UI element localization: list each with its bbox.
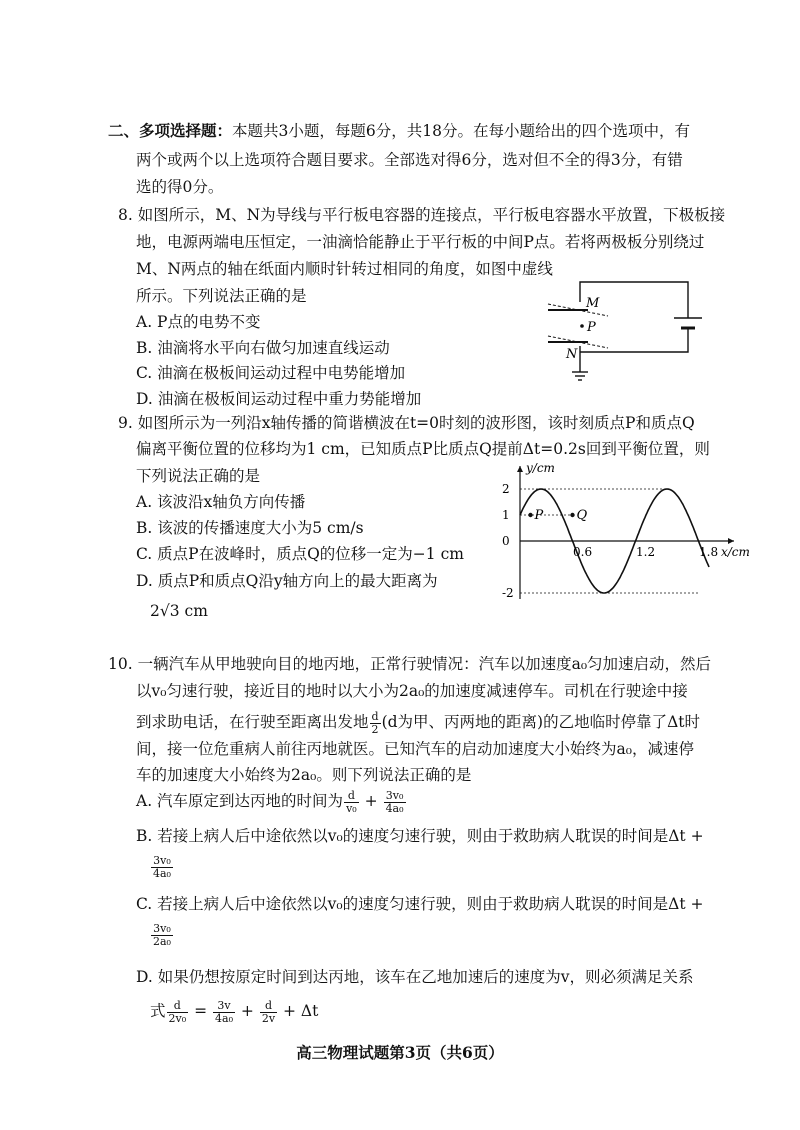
q10-stem-3b: (d为甲、丙两地的距离)的乙地临时停靠了Δt时 bbox=[381, 713, 701, 731]
q10-stem-4: 间，接一位危重病人前往丙地就医。已知汽车的启动加速度大小始终为a₀，减速停 bbox=[136, 740, 694, 758]
section-heading-line1 bbox=[108, 120, 690, 142]
q8-option-b: B. 油滴将水平向右做匀加速直线运动 bbox=[136, 339, 390, 357]
q10-stem-3 bbox=[136, 707, 700, 737]
point-q bbox=[570, 513, 574, 517]
q8-label-n: N bbox=[566, 347, 578, 362]
q8-label-m: M bbox=[586, 296, 600, 311]
fraction-3v0-over-4a0: $\frac{\text{3v₀}}{\text{4a₀}}$ bbox=[385, 788, 404, 815]
q8-stem-2: 地，电源两端电压恒定，一油滴恰能静止于平行板的中间P点。若将两极板分别绕过 bbox=[136, 233, 705, 251]
q10-stem-1: 10. 一辆汽车从甲地驶向目的地丙地，正常行驶情况：汽车以加速度a₀匀加速启动，然后 bbox=[108, 655, 712, 673]
fraction-3v-over-4a0: $\frac{3v}{\text{4a₀}}$ bbox=[215, 998, 233, 1025]
y-tick-label: 0 bbox=[502, 534, 510, 548]
q8-stem-1: 8. 如图所示，M、N为导线与平行板电容器的连接点，平行板电容器水平放置，下极板接 bbox=[118, 206, 726, 224]
q10-option-a: A. 汽车原定到达丙地的时间为 $\frac{d}{\text{v₀}}$ + $\frac{\text{3v₀}}{\text{4a₀}}$ bbox=[136, 788, 404, 815]
page-footer: 高三物理试题第3页（共6页） bbox=[296, 1043, 504, 1062]
section-instructions: 本题共3小题，每题6分，共18分。在每小题给出的四个选项中，有 bbox=[232, 122, 690, 140]
q10-option-c: C. 若接上病人后中途依然以v₀的速度匀速行驶，则由于救助病人耽误的时间是Δt + bbox=[136, 895, 704, 913]
point-label-q: Q bbox=[576, 508, 588, 523]
q10-stem-5: 车的加速度大小始终为2a₀。则下列说法正确的是 bbox=[136, 766, 472, 784]
q10-stem-2: 以v₀匀速行驶，接近目的地时以大小为2a₀的加速度减速停车。司机在行驶途中接 bbox=[136, 682, 688, 700]
q10-option-c-value bbox=[150, 919, 174, 949]
fraction-d-over-v0: $\frac{d}{\text{v₀}}$ bbox=[346, 788, 357, 815]
y-tick-label: 1 bbox=[502, 508, 510, 522]
q10-stem-3a: 到求助电话，在行驶至距离出发地 bbox=[136, 713, 369, 731]
q9-stem-2: 偏离平衡位置的位移均为1 cm，已知质点P比质点Q提前Δt=0.2s回到平衡位置，则 bbox=[136, 440, 710, 458]
y-tick-label: -2 bbox=[502, 586, 514, 600]
q9-stem-1: 9. 如图所示为一列沿x轴传播的简谐横波在t=0时刻的波形图，该时刻质点P和质点Q bbox=[118, 414, 695, 432]
q8-option-d: D. 油滴在极板间运动过程中重力势能增加 bbox=[136, 390, 422, 408]
y-tick-label: 2 bbox=[502, 482, 510, 496]
q10-option-b-value bbox=[150, 851, 174, 881]
q8-option-c: C. 油滴在极板间运动过程中电势能增加 bbox=[136, 364, 406, 382]
x-axis-label: x/cm bbox=[721, 545, 750, 559]
section-instructions-2: 两个或两个以上选项符合题目要求。全部选对得6分，选对但不全的得3分，有错 bbox=[136, 151, 683, 169]
x-tick-label: 1.2 bbox=[636, 545, 656, 559]
q9-stem-3: 下列说法正确的是 bbox=[136, 467, 261, 485]
fraction-d-over-2v: $\frac{d}{2v}$ bbox=[261, 998, 276, 1025]
q9-option-a: A. 该波沿x轴负方向传播 bbox=[136, 493, 306, 511]
q9-wave-chart bbox=[490, 458, 750, 608]
x-axis-arrow bbox=[728, 538, 734, 544]
q9-option-d: D. 质点P和质点Q沿y轴方向上的最大距离为 bbox=[136, 572, 438, 590]
q8-capacitor-figure bbox=[530, 270, 700, 390]
q10-option-b: B. 若接上病人后中途依然以v₀的速度匀速行驶，则由于救助病人耽误的时间是Δt + bbox=[136, 827, 704, 845]
fraction-d-over-2v0: $\frac{d}{\text{2v₀}}$ bbox=[168, 998, 187, 1025]
q8-stem-3: M、N两点的轴在纸面内顺时针转过相同的角度，如图中虚线 bbox=[136, 260, 553, 278]
fraction-d-over-2: $\frac{d}{2}$ bbox=[371, 709, 379, 736]
q8-label-p: P bbox=[587, 320, 596, 335]
point-p bbox=[528, 513, 532, 517]
y-axis-arrow bbox=[517, 466, 523, 472]
section-heading: 二、多项选择题： bbox=[108, 121, 233, 140]
x-tick-label: 1.8 bbox=[699, 545, 719, 559]
q9-option-c: C. 质点P在波峰时，质点Q的位移一定为−1 cm bbox=[136, 545, 464, 563]
q8-option-a: A. P点的电势不变 bbox=[136, 313, 261, 331]
q9-option-b: B. 该波的传播速度大小为5 cm/s bbox=[136, 519, 364, 537]
y-axis-label: y/cm bbox=[526, 461, 555, 475]
section-instructions-3: 选的得0分。 bbox=[136, 178, 224, 196]
q8-stem-4: 所示。下列说法正确的是 bbox=[136, 287, 307, 305]
q10-option-d-formula: 式 $\frac{d}{\text{2v₀}}$ = $\frac{3v}{\text{4a₀}}$ + $\frac{d}{2v}$ + Δt bbox=[150, 998, 319, 1025]
fraction-3v0-over-4a0-b: $\frac{\text{3v₀}}{\text{4a₀}}$ bbox=[153, 853, 171, 880]
q10-option-d: D. 如果仍想按原定时间到达丙地，该车在乙地加速后的速度为v，则必须满足关系 bbox=[136, 968, 694, 986]
x-tick-label: 0.6 bbox=[573, 545, 593, 559]
fraction-3v0-over-2a0: $\frac{\text{3v₀}}{\text{2a₀}}$ bbox=[153, 921, 171, 948]
point-label-p: P bbox=[534, 508, 544, 523]
q9-option-d-value: 2√3 cm bbox=[150, 602, 208, 620]
